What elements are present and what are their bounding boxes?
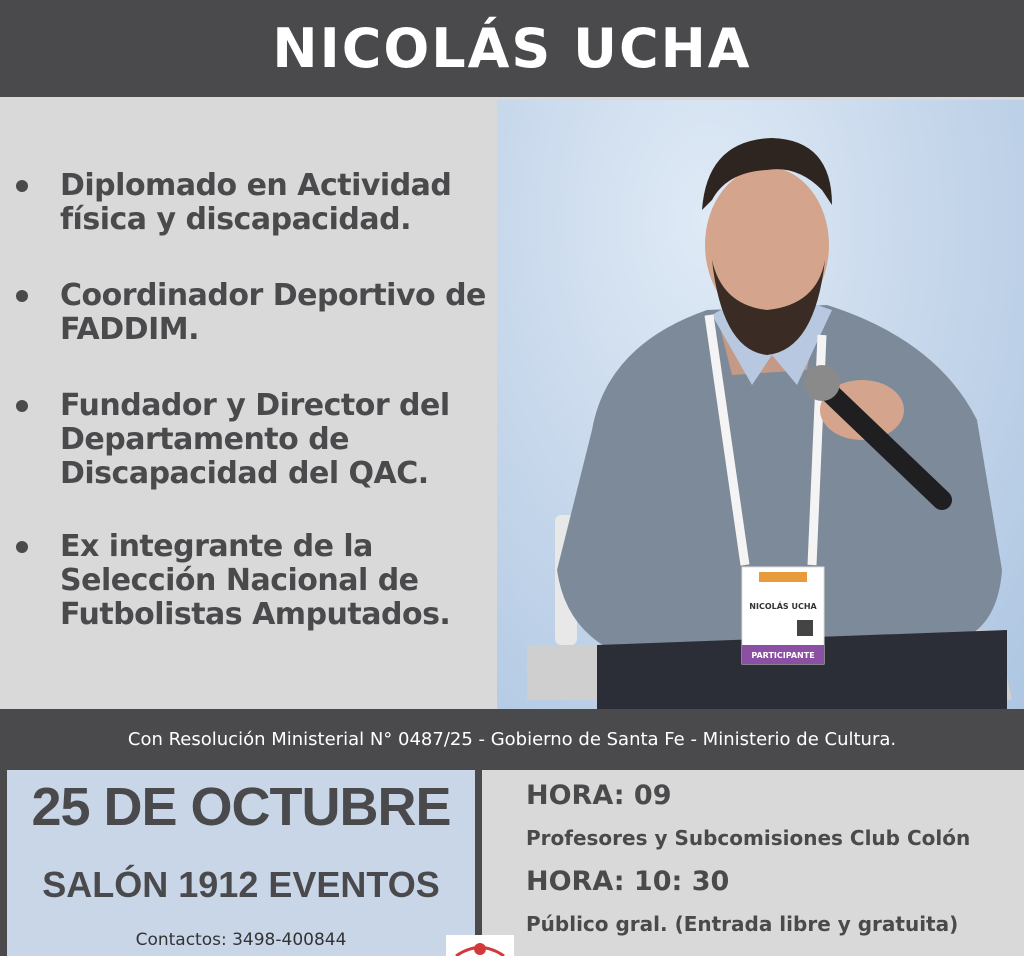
schedule-panel	[482, 770, 1024, 956]
bullet-icon	[16, 180, 28, 192]
header-bar	[0, 0, 1024, 97]
bio-item	[60, 279, 490, 347]
schedule-audience-2: Público gral. (Entrada libre y gratuita)	[526, 912, 959, 936]
panel-border-left	[0, 770, 7, 956]
date-panel	[0, 770, 482, 956]
resolution-bar	[0, 709, 1024, 770]
schedule-audience-1: Profesores y Subcomisiones Club Colón	[526, 826, 971, 850]
bio-item	[60, 389, 490, 491]
bio-item-text: Diplomado en Actividad física y discapacidad.	[60, 168, 452, 237]
bio-item-text: Fundador y Director del Departamento de Discapacidad del QAC.	[60, 388, 450, 491]
panel-border-right	[475, 770, 482, 956]
speaker-illustration	[497, 100, 1024, 709]
schedule-time-1: HORA: 09	[526, 780, 672, 811]
bio-item	[60, 530, 490, 632]
bio-item-text: Coordinador Deportivo de FADDIM.	[60, 278, 486, 347]
event-venue: SALÓN 1912 EVENTOS	[42, 864, 440, 905]
badge-qr-icon	[797, 620, 813, 636]
badge-logo	[759, 572, 807, 582]
event-date: 25 DE OCTUBRE	[31, 777, 451, 837]
bullet-icon	[16, 541, 28, 553]
bio-panel	[0, 97, 497, 709]
chair-arm-left	[527, 645, 607, 700]
speaker-name: NICOLÁS UCHA	[272, 17, 752, 80]
speaker-photo	[497, 100, 1024, 709]
bullet-icon	[16, 400, 28, 412]
bio-item-text: Ex integrante de la Selección Nacional de Futbolistas Amputados.	[60, 529, 451, 632]
badge-name-text: NICOLÁS UCHA	[749, 602, 817, 611]
club-logo	[446, 935, 514, 956]
badge-role-text: PARTICIPANTE	[751, 651, 815, 660]
bullet-icon	[16, 290, 28, 302]
microphone-head	[804, 365, 840, 401]
resolution-text: Con Resolución Ministerial N° 0487/25 - Gobierno de Santa Fe - Ministerio de Cultura.	[127, 729, 897, 750]
contact-text: Contactos: 3498-400844	[135, 930, 347, 950]
logo-icon	[446, 935, 514, 956]
bio-item	[60, 169, 490, 237]
schedule-time-2: HORA: 10: 30	[526, 866, 730, 897]
